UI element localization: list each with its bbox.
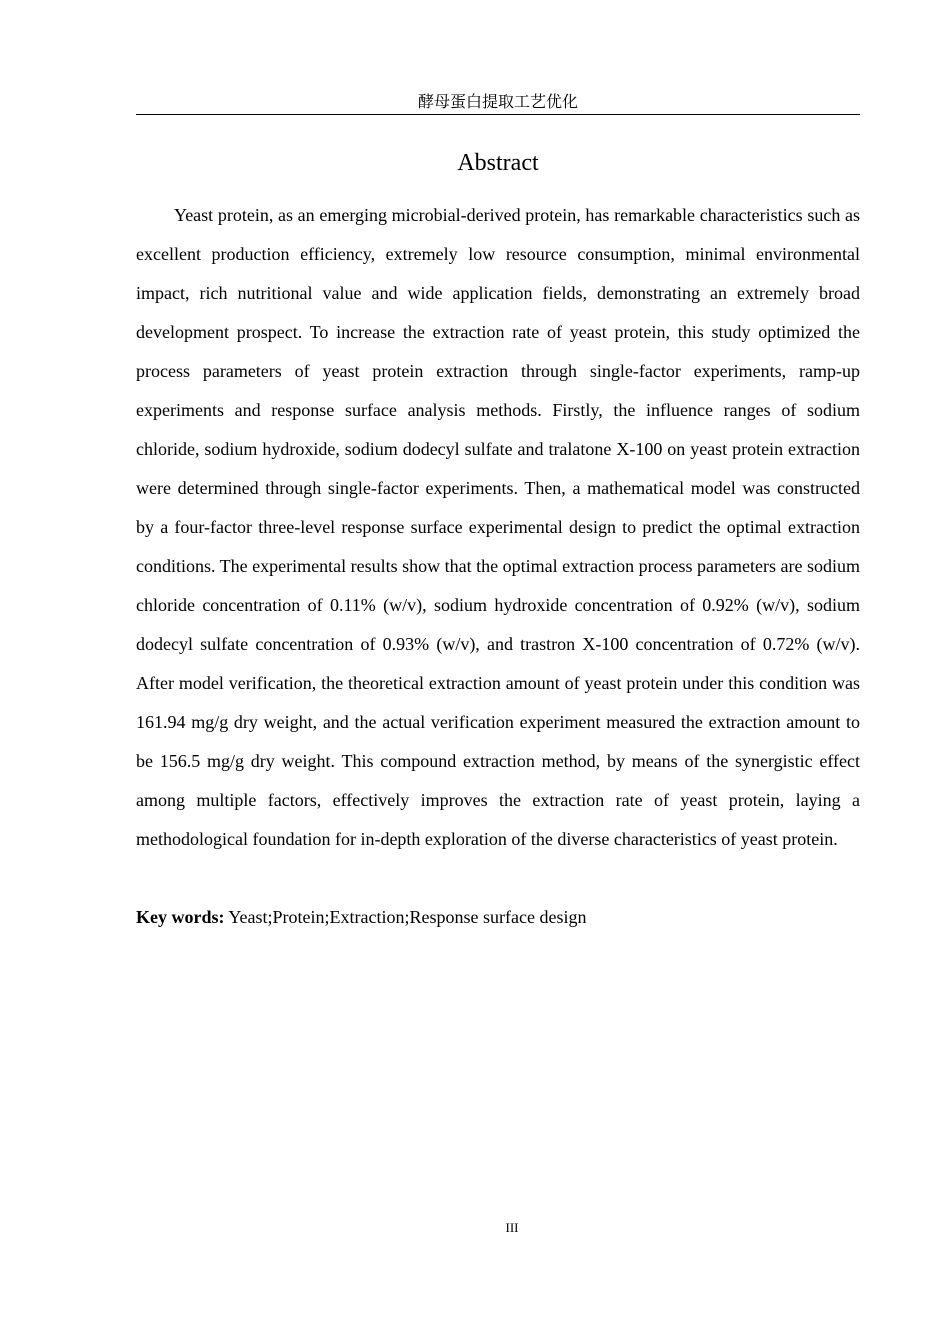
- running-header: [136, 90, 860, 115]
- keywords-line: [136, 899, 860, 935]
- abstract-paragraph: Yeast protein, as an emerging microbial-derived protein, has remarkable characteristics such as excellent production efficiency, extremely low resource consumption, minimal environmental impact, rich nutritional value and wide application fields, demonstrating an extremely broad development prospect. To increase the extraction rate of yeast protein, this study optimized the process parameters of yeast protein extraction through single-factor experiments, ramp-up experiments and response surface analysis methods. Firstly, the influence ranges of sodium chloride, sodium hydroxide, sodium dodecyl sulfate and tralatone X-100 on yeast protein extraction were determined through single-factor experiments. Then, a mathematical model was constructed by a four-factor three-level response surface experimental design to predict the optimal extraction conditions. The experimental results show that the optimal extraction process parameters are sodium chloride concentration of 0.11% (w/v), sodium hydroxide concentration of 0.92% (w/v), sodium dodecyl sulfate concentration of 0.93% (w/v), and trastron X-100 concentration of 0.72% (w/v). After model verification, the theoretical extraction amount of yeast protein under this condition was 161.94 mg/g dry weight, and the actual verification experiment measured the extraction amount to be 156.5 mg/g dry weight. This compound extraction method, by means of the synergistic effect among multiple factors, effectively improves the extraction rate of yeast protein, laying a methodological foundation for in-depth exploration of the diverse characteristics of yeast protein.: [136, 205, 860, 849]
- running-header-title: 酵母蛋白提取工艺优化: [417, 92, 578, 111]
- keywords-value: Yeast;Protein;Extraction;Response surface design: [228, 907, 587, 927]
- page-title: Abstract: [457, 150, 539, 176]
- keywords-label: Key words:: [136, 907, 225, 927]
- page-number: III: [505, 1220, 519, 1235]
